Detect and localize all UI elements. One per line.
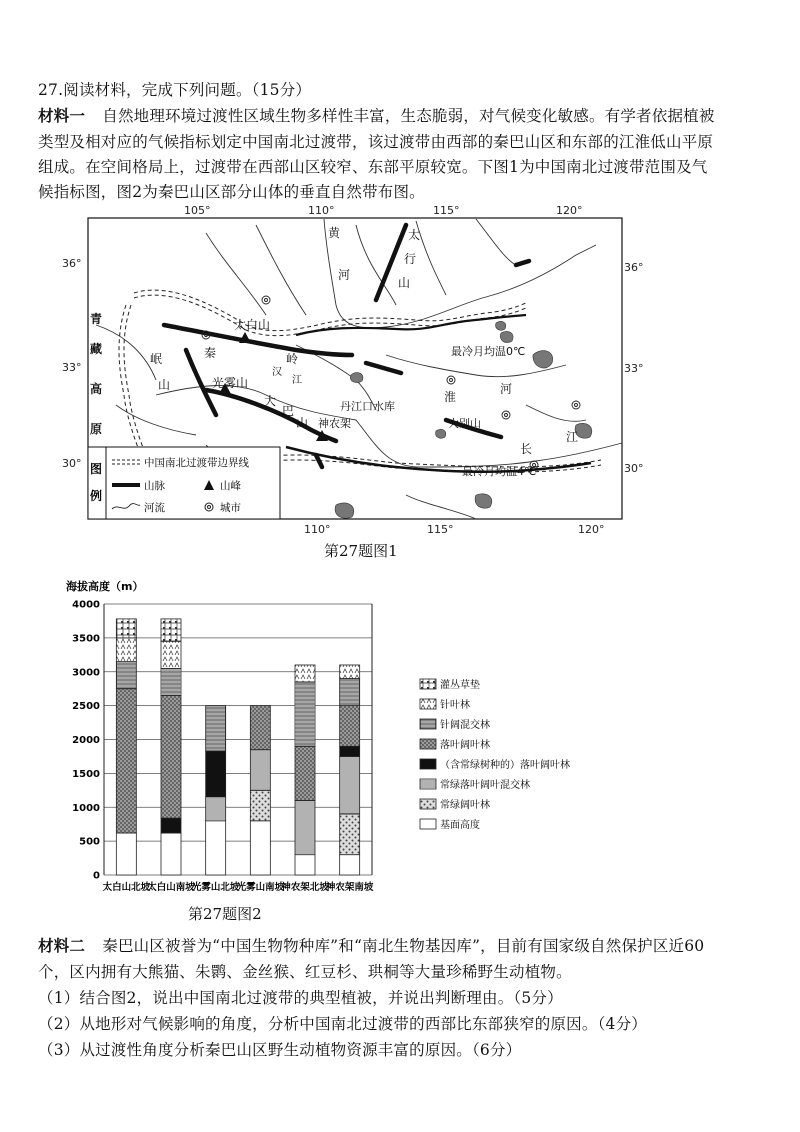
lat-36-right: 36° bbox=[624, 261, 644, 274]
lon-115-top: 115° bbox=[433, 204, 460, 217]
bar-segment bbox=[206, 751, 226, 797]
transition-zone-map bbox=[56, 204, 646, 536]
bar-segment bbox=[116, 662, 136, 689]
chart-xlabels bbox=[103, 881, 374, 893]
danjiangkou-reservoir-icon bbox=[350, 373, 363, 383]
label-shan2: 山 bbox=[296, 416, 309, 430]
material1-line-2: 类型及相对应的气候指标划定中国南北过渡带，该过渡带由西部的秦巴山区和东部的江淮低山平原 bbox=[38, 133, 714, 151]
question-title: 27.阅读材料，完成下列问题。（15分） bbox=[38, 81, 312, 99]
label-danjiangkou: 丹江口水库 bbox=[340, 400, 395, 413]
bar-segment bbox=[161, 818, 181, 833]
label-da: 大 bbox=[264, 394, 277, 408]
bar-segment bbox=[161, 668, 181, 695]
label-guangwu: 光雾山 bbox=[212, 376, 249, 390]
bar-segment bbox=[116, 619, 136, 638]
lon-110-top: 110° bbox=[308, 204, 335, 217]
bar-stack bbox=[295, 665, 315, 875]
label-taibai: 太白山 bbox=[234, 318, 271, 332]
label-jiang: 江 bbox=[292, 375, 302, 386]
bar-segment bbox=[340, 706, 360, 747]
chart-bars bbox=[116, 619, 359, 875]
bar-segment bbox=[206, 797, 226, 821]
label-he2: 河 bbox=[500, 382, 513, 396]
lon-ticks-top bbox=[184, 204, 583, 217]
bar-segment-base bbox=[116, 833, 136, 875]
lat-ticks-right bbox=[624, 261, 644, 475]
ytick-label: 1000 bbox=[72, 802, 100, 814]
ytick-label: 3000 bbox=[72, 667, 100, 679]
vertical-zone-chart bbox=[60, 578, 570, 900]
label-gao: 高 bbox=[90, 382, 103, 396]
bar-segment bbox=[161, 619, 181, 641]
ytick-label: 4000 bbox=[72, 599, 100, 611]
legend-label: 常绿阔叶林 bbox=[440, 800, 490, 811]
chart-yticks bbox=[72, 600, 100, 882]
lake-2 bbox=[500, 331, 513, 342]
lon-120-top: 120° bbox=[556, 204, 583, 217]
material1-label: 材料一 bbox=[38, 106, 86, 125]
label-qin: 秦 bbox=[204, 346, 217, 360]
bar-segment bbox=[295, 682, 315, 746]
legend-label: 灌丛草垫 bbox=[440, 680, 480, 691]
bar-segment bbox=[250, 790, 270, 820]
legend-swatch bbox=[420, 819, 436, 829]
ytick-label: 1500 bbox=[72, 768, 100, 780]
label-he: 河 bbox=[338, 268, 351, 282]
label-shan3: 山 bbox=[158, 378, 171, 392]
lat-30-right: 30° bbox=[624, 462, 644, 475]
bar-segment bbox=[340, 665, 360, 679]
bar-segment-base bbox=[250, 821, 270, 875]
chart-grid bbox=[104, 604, 372, 875]
bar-stack bbox=[206, 706, 226, 875]
label-hang: 行 bbox=[404, 252, 417, 266]
lon-115-bottom: 115° bbox=[427, 523, 454, 536]
label-qing: 青 bbox=[90, 312, 103, 326]
lat-30-left: 30° bbox=[62, 457, 82, 470]
material2-label: 材料二 bbox=[38, 936, 86, 955]
bar-segment bbox=[295, 746, 315, 800]
legend-title-1: 图 bbox=[90, 462, 103, 476]
xtick-label: 光雾山北坡 bbox=[191, 882, 240, 893]
lat-ticks-left bbox=[62, 257, 82, 470]
bar-stack bbox=[250, 706, 270, 875]
bar-stack bbox=[340, 665, 360, 875]
lat-36-left: 36° bbox=[62, 257, 82, 270]
legend-river: 河流 bbox=[144, 502, 165, 514]
ytick-label: 500 bbox=[79, 836, 100, 848]
bar-segment bbox=[161, 641, 181, 668]
legend-peak: 山峰 bbox=[220, 480, 241, 492]
label-shan: 山 bbox=[398, 276, 411, 290]
label-isotherm-0: 最冷月均温0℃ bbox=[451, 345, 526, 358]
bar-segment bbox=[116, 638, 136, 662]
bar-segment bbox=[295, 800, 315, 854]
lake-7 bbox=[496, 321, 506, 330]
ytick-label: 0 bbox=[93, 870, 100, 882]
label-ling: 岭 bbox=[286, 352, 299, 366]
label-huai: 淮 bbox=[444, 390, 457, 404]
ytick-label: 3500 bbox=[72, 633, 100, 645]
label-yuan: 原 bbox=[90, 422, 103, 436]
legend-label: （含常绿树种的）落叶阔叶林 bbox=[440, 760, 570, 771]
legend-swatch bbox=[420, 799, 436, 809]
legend-swatch bbox=[420, 699, 436, 709]
material2-line-1: 材料二 秦巴山区被誉为“中国生物物种库”和“南北生物基因库”，目前有国家级自然保护区近60 bbox=[38, 936, 705, 955]
sub-question-1: （1）结合图2，说出中国南北过渡带的典型植被，并说出判断理由。（5分） bbox=[38, 989, 563, 1007]
figure1-caption: 第27题图1 bbox=[324, 542, 398, 560]
bar-segment-base bbox=[206, 821, 226, 875]
map-legend bbox=[88, 447, 280, 519]
label-dabie: 大别山 bbox=[448, 417, 481, 430]
sub-question-2: （2）从地形对气候影响的角度，分析中国南北过渡带的西部比东部狭窄的原因。（4分） bbox=[38, 1015, 647, 1033]
lake-4 bbox=[335, 503, 354, 518]
label-min: 岷 bbox=[150, 352, 163, 366]
legend-label: 针阔混交林 bbox=[440, 720, 490, 731]
bar-segment bbox=[206, 706, 226, 751]
label-isotherm-4: 最冷月均温4℃ bbox=[462, 465, 537, 478]
legend-swatch bbox=[420, 679, 436, 689]
legend-boundary: 中国南北过渡带边界线 bbox=[144, 457, 249, 469]
bar-segment bbox=[340, 756, 360, 814]
material1-line-3: 组成。在空间格局上，过渡带在西部山区较窄、东部平原较宽。下图1为中国南北过渡带范围及气 bbox=[38, 158, 708, 176]
bar-segment bbox=[250, 706, 270, 750]
legend-label: 常绿落叶阔叶混交林 bbox=[440, 780, 530, 791]
label-zang: 藏 bbox=[90, 342, 103, 356]
legend-city: 城市 bbox=[220, 502, 241, 514]
bar-segment-base bbox=[340, 855, 360, 875]
bar-segment bbox=[340, 746, 360, 756]
xtick-label: 太白山北坡 bbox=[102, 882, 151, 893]
lake-6 bbox=[436, 429, 446, 438]
bar-segment-base bbox=[161, 833, 181, 875]
bar-segment bbox=[161, 695, 181, 818]
sub-question-3: （3）从过渡性角度分析秦巴山区野生动植物资源丰富的原因。（6分） bbox=[38, 1041, 522, 1059]
lon-110-bottom: 110° bbox=[304, 523, 331, 536]
bar-segment bbox=[340, 814, 360, 855]
xtick-label: 神农架南坡 bbox=[325, 882, 374, 893]
material1-line-1: 材料一 自然地理环境过渡性区域生物多样性丰富，生态脆弱，对气候变化敏感。有学者依据植被 bbox=[38, 106, 715, 125]
lat-33-right: 33° bbox=[624, 362, 644, 375]
legend-title-2: 例 bbox=[90, 489, 103, 503]
label-huang: 黄 bbox=[328, 226, 341, 240]
xtick-label: 太白山南坡 bbox=[147, 882, 195, 893]
label-jiang2: 江 bbox=[566, 430, 579, 444]
legend-mountain: 山脉 bbox=[144, 480, 165, 492]
material2-line-2: 个，区内拥有大熊猫、朱鹮、金丝猴、红豆杉、珙桐等大量珍稀野生动植物。 bbox=[38, 963, 572, 981]
bar-segment bbox=[116, 689, 136, 833]
legend-swatch bbox=[420, 719, 436, 729]
chart-legend bbox=[420, 678, 570, 831]
figure2-caption: 第27题图2 bbox=[188, 905, 262, 923]
legend-swatch bbox=[420, 779, 436, 789]
legend-label: 针叶林 bbox=[440, 700, 470, 711]
label-han: 汉 bbox=[272, 367, 282, 378]
legend-swatch bbox=[420, 759, 436, 769]
xtick-label: 神农架北坡 bbox=[281, 882, 329, 893]
ytick-label: 2000 bbox=[72, 735, 100, 746]
material1-line-4: 候指标图，图2为秦巴山区部分山体的垂直自然带布图。 bbox=[38, 183, 425, 201]
label-ba: 巴 bbox=[282, 404, 295, 418]
bar-segment bbox=[250, 750, 270, 791]
bar-stack bbox=[161, 619, 181, 875]
lat-33-left: 33° bbox=[62, 361, 82, 374]
bar-segment bbox=[340, 679, 360, 706]
legend-label: 落叶阔叶林 bbox=[440, 740, 490, 751]
lon-120-bottom: 120° bbox=[578, 523, 605, 536]
bar-segment bbox=[295, 665, 315, 682]
label-tai: 太 bbox=[408, 228, 421, 242]
bar-stack bbox=[116, 619, 136, 875]
chart-ylabel: 海拔高度（m） bbox=[66, 580, 144, 593]
xtick-label: 光雾山南坡 bbox=[236, 882, 285, 893]
label-shennongjia: 神农架 bbox=[318, 417, 351, 430]
bar-segment-base bbox=[295, 855, 315, 875]
lon-ticks-bottom bbox=[304, 523, 605, 536]
label-chang: 长 bbox=[520, 442, 533, 456]
ytick-label: 2500 bbox=[72, 701, 100, 713]
legend-swatch bbox=[420, 739, 436, 749]
lon-105-top: 105° bbox=[184, 204, 211, 217]
legend-label: 基面高度 bbox=[440, 820, 480, 831]
